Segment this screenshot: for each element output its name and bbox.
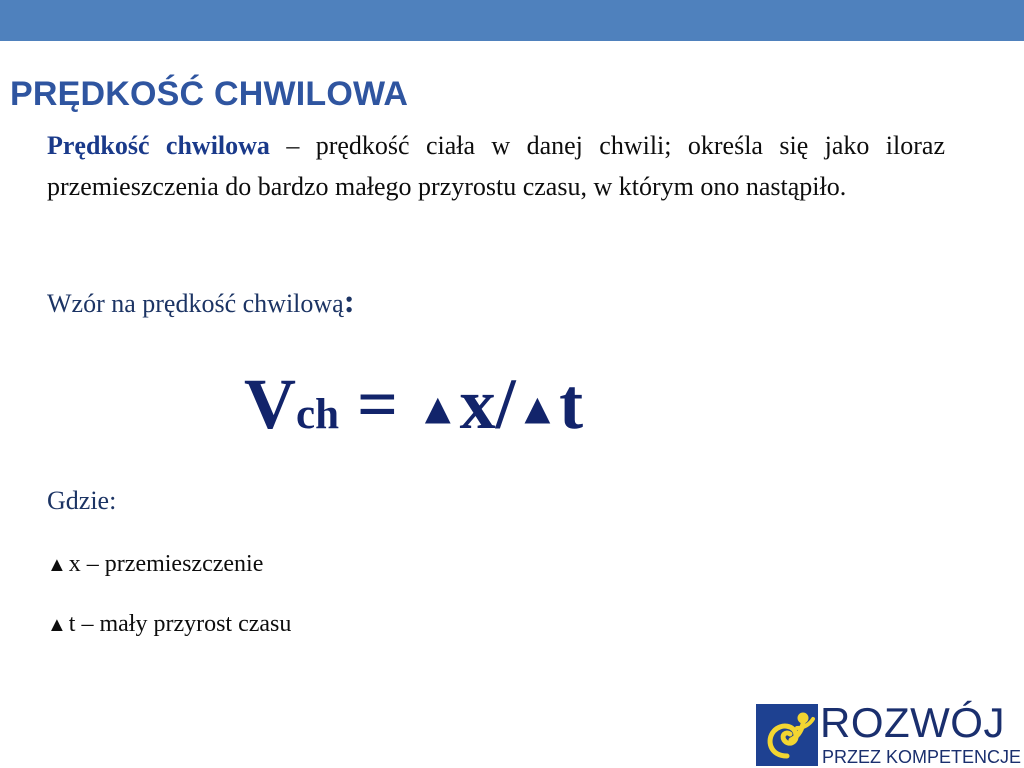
definition-text: – prędkość ciała w danej chwili; określa się jako iloraz przemieszczenia do bardzo małego przyrostu czasu, w którym ono nastąpiło. bbox=[47, 131, 945, 201]
definition-paragraph bbox=[47, 125, 945, 207]
formula-label bbox=[47, 282, 355, 324]
delta-triangle-icon: ▲ bbox=[416, 384, 460, 434]
legend-text: t – mały przyrost czasu bbox=[68, 611, 292, 637]
delta-triangle-icon: ▲ bbox=[515, 384, 560, 434]
legend-item-time bbox=[47, 607, 291, 642]
formula-numerator: x/ bbox=[459, 364, 516, 444]
slide-title: PRĘDKOŚĆ CHWILOWA bbox=[10, 75, 409, 113]
formula-label-colon: : bbox=[343, 284, 355, 320]
legend-text: x – przemieszczenie bbox=[68, 551, 264, 577]
delta-triangle-icon: ▲ bbox=[47, 614, 67, 636]
formula-subscript: ch bbox=[296, 391, 339, 438]
delta-triangle-icon: ▲ bbox=[47, 554, 67, 576]
formula-label-text: Wzór na prędkość chwilową bbox=[47, 289, 344, 318]
top-accent-bar bbox=[0, 0, 1024, 41]
logo-name: ROZWÓJ bbox=[820, 699, 1005, 746]
where-label: Gdzie: bbox=[47, 486, 117, 515]
definition-term: Prędkość chwilowa bbox=[47, 131, 270, 160]
formula-symbol: V bbox=[244, 364, 296, 444]
logo-tagline: PRZEZ KOMPETENCJE bbox=[822, 747, 1022, 767]
rozwoj-logo bbox=[756, 699, 1024, 768]
formula-denominator: t bbox=[559, 364, 584, 444]
formula-equals: = bbox=[339, 364, 417, 444]
velocity-formula bbox=[244, 356, 583, 463]
spiral-figure-icon bbox=[756, 704, 818, 766]
legend-item-displacement bbox=[47, 547, 263, 582]
